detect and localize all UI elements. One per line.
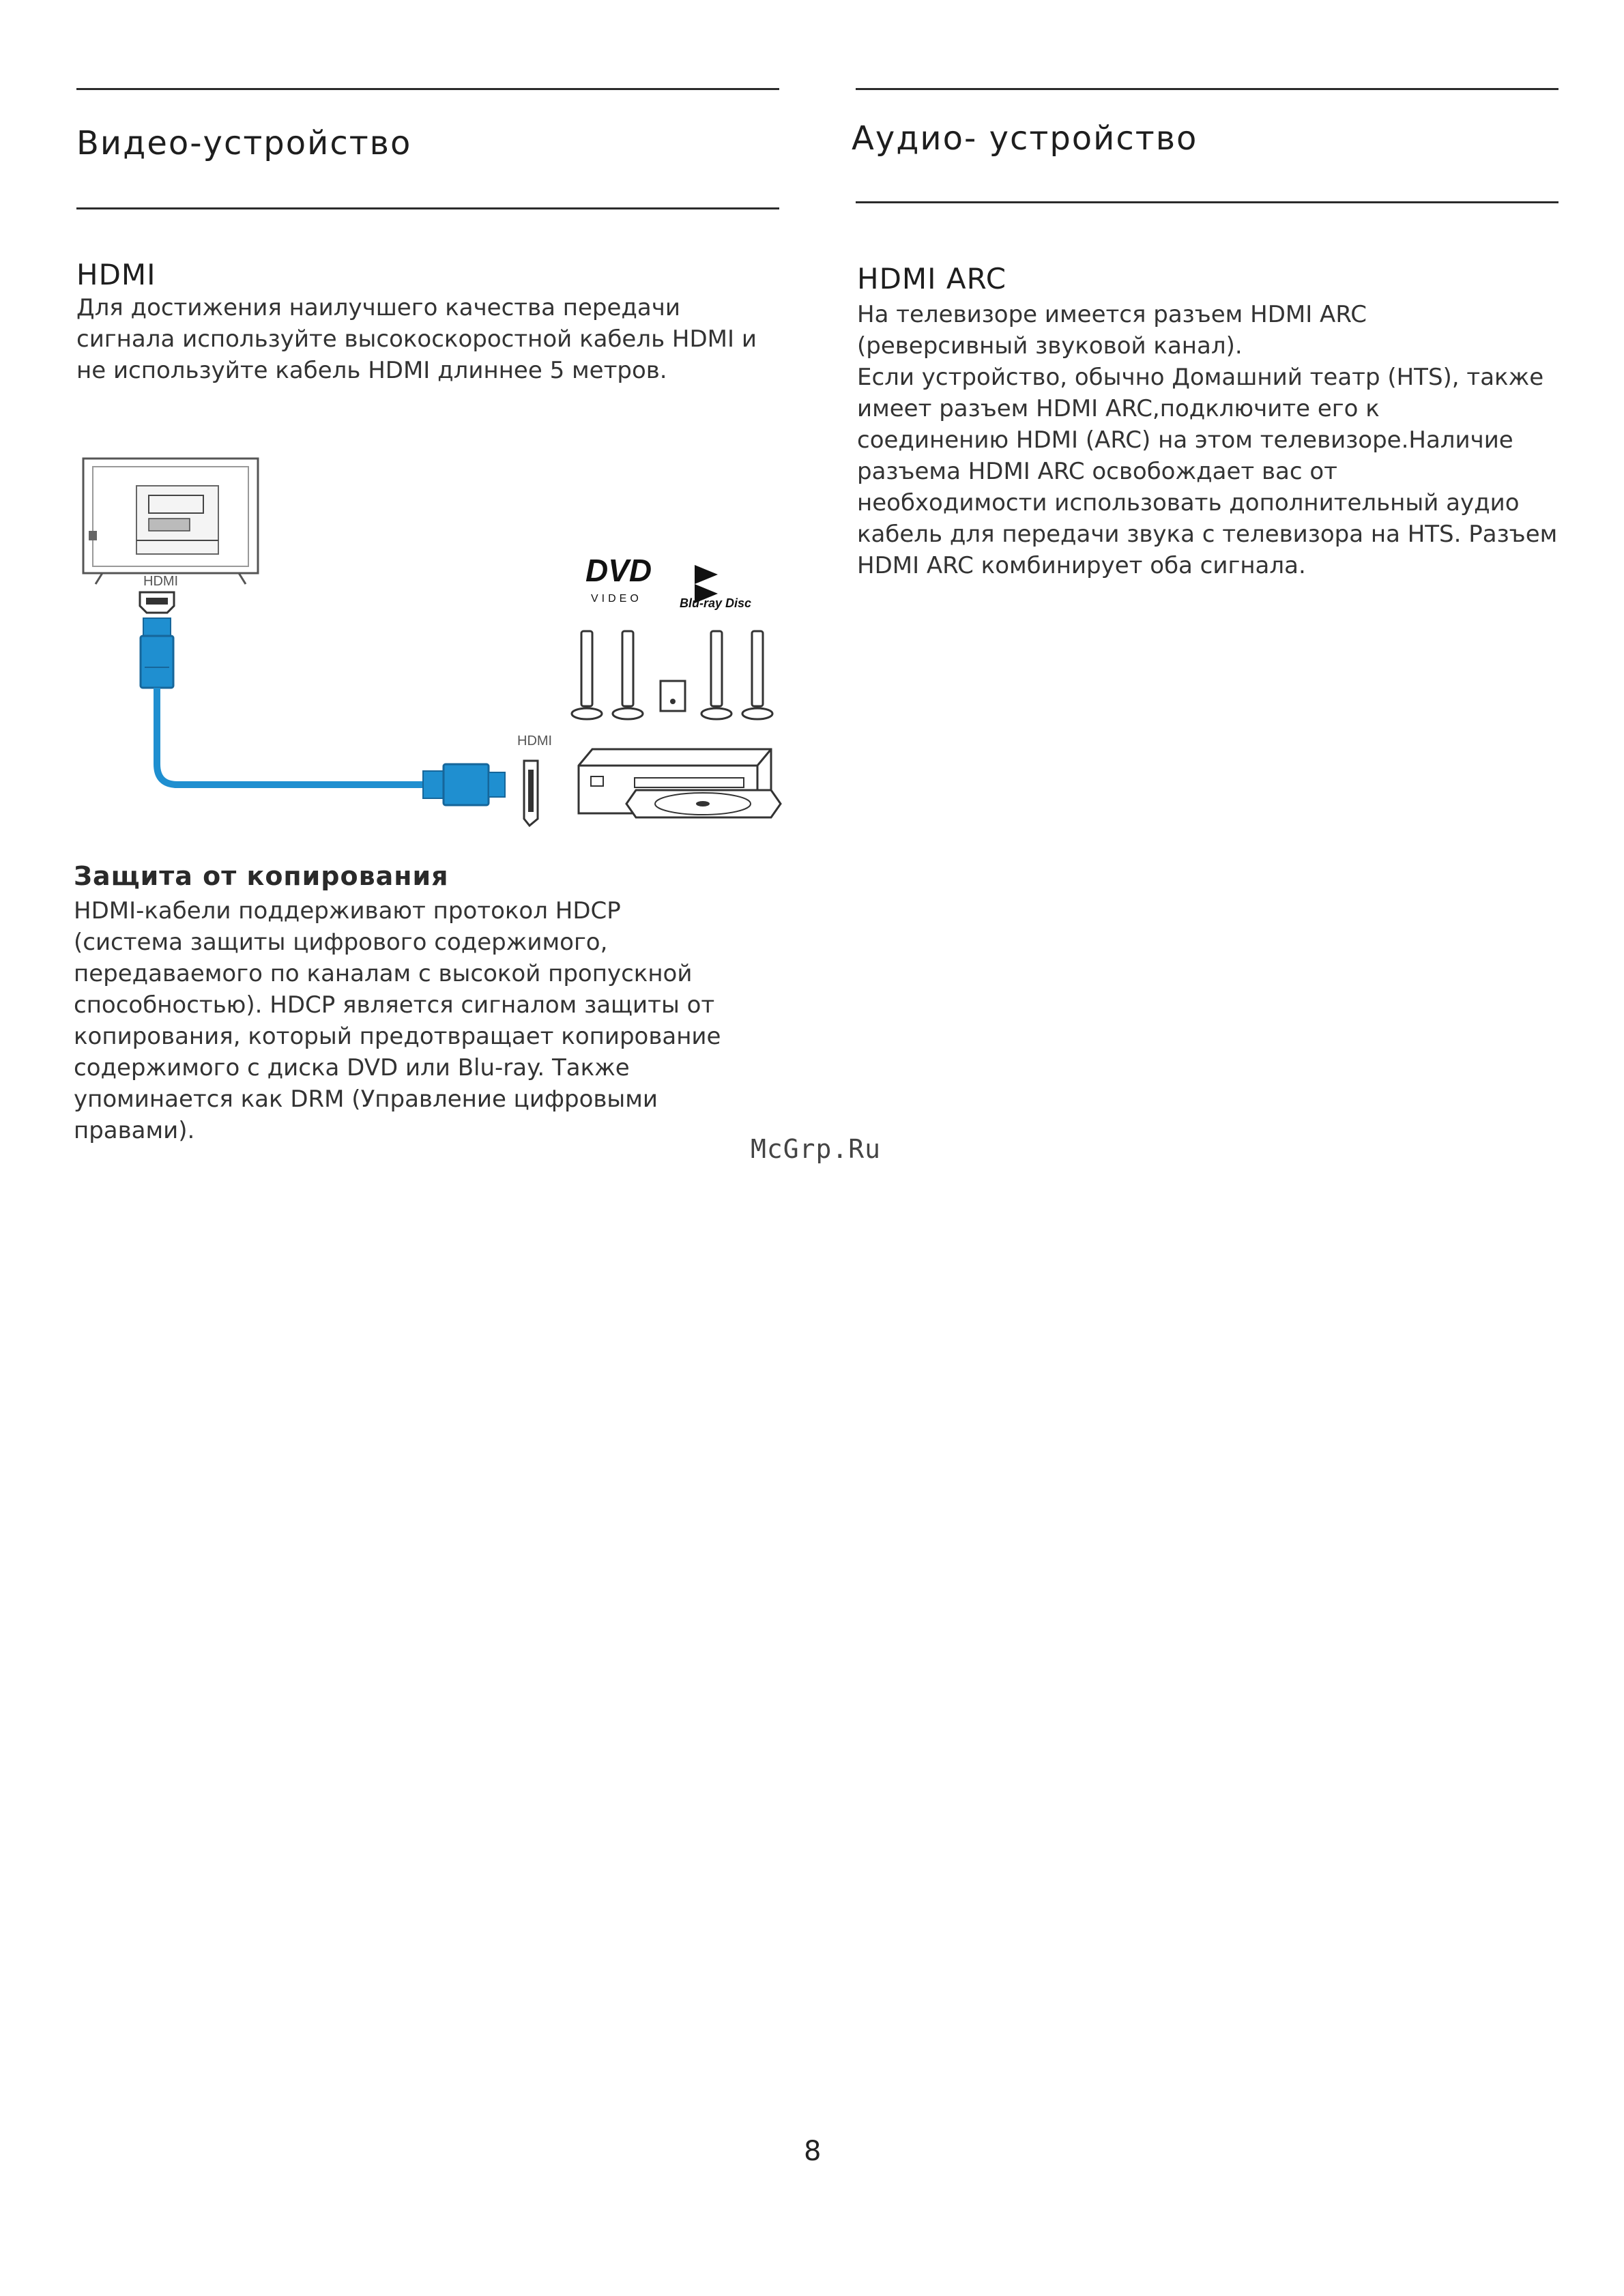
page-number: 8 — [804, 2136, 822, 2167]
copy-protection-line: правами). — [74, 1117, 195, 1144]
dvd-logo: DVD — [585, 553, 652, 588]
copy-protection-line: передаваемого по каналам с высокой пропускной — [74, 960, 693, 987]
tv-hdmi-label: HDMI — [143, 574, 179, 589]
speaker-icon — [572, 631, 602, 719]
hdmi-line: сигнала используйте высокоскоростной кабель HDMI и — [76, 325, 757, 353]
hdmi-line: не используйте кабель HDMI длиннее 5 метров. — [76, 357, 667, 384]
speaker-icon — [742, 631, 772, 719]
copy-protection-line: копирования, который предотвращает копирование — [74, 1023, 721, 1050]
tv-back-icon — [83, 459, 258, 584]
device-hdmi-label: HDMI — [517, 733, 553, 749]
hdmi-arc-line: имеет разъем HDMI ARC,подключите его к — [857, 395, 1380, 422]
speaker-icon — [613, 631, 643, 719]
hdmi-arc-paragraph — [857, 299, 1557, 581]
hdmi-connection-diagram — [68, 450, 792, 832]
hdmi-arc-heading: HDMI ARC — [857, 262, 1007, 295]
copy-protection-line: способностью). HDCP является сигналом защиты от — [74, 991, 715, 1019]
hdmi-arc-line: На телевизоре имеется разъем HDMI ARC — [857, 301, 1367, 328]
left-bottom-rule — [76, 207, 779, 209]
hdmi-arc-line: кабель для передачи звука с телевизора на HTS. Разъем — [857, 521, 1558, 548]
hdmi-arc-line: HDMI ARC комбинирует оба сигнала. — [857, 552, 1306, 579]
speaker-icon — [701, 631, 731, 719]
bluray-logo: Blu-ray Disc — [680, 596, 752, 610]
audio-device-title: Аудио- устройство — [852, 119, 1198, 158]
device-hdmi-port-icon — [524, 761, 538, 826]
copy-protection-line: HDMI-кабели поддерживают протокол HDCP — [74, 897, 621, 925]
copy-protection-line: содержимого с диска DVD или Blu-ray. Также — [74, 1054, 630, 1081]
copy-protection-paragraph — [74, 895, 721, 1146]
watermark: McGrp.Ru — [751, 1134, 882, 1164]
hdmi-heading: HDMI — [76, 258, 156, 291]
hdmi-arc-line: (реверсивный звуковой канал). — [857, 332, 1243, 360]
copy-protection-line: (система защиты цифрового содержимого, — [74, 929, 608, 956]
hdmi-paragraph — [76, 292, 757, 386]
hdmi-arc-line: необходимости использовать дополнительный аудио — [857, 489, 1520, 517]
tv-hdmi-port-icon — [140, 592, 174, 613]
hdmi-arc-line: Если устройство, обычно Домашний театр (HTS), также — [857, 364, 1544, 391]
hdmi-arc-line: разъема HDMI ARC освобождает вас от — [857, 458, 1337, 485]
hdmi-line: Для достижения наилучшего качества передачи — [76, 294, 680, 321]
disc-player-icon — [579, 749, 781, 817]
hdmi-arc-line: соединению HDMI (ARC) на этом телевизоре.Наличие — [857, 426, 1513, 454]
copy-protection-line: упоминается как DRM (Управление цифровыми — [74, 1086, 658, 1113]
copy-protection-heading: Защита от копирования — [74, 861, 449, 891]
subwoofer-icon — [661, 681, 685, 711]
left-top-rule — [76, 88, 779, 90]
video-device-title: Видео-устройство — [76, 124, 412, 162]
right-top-rule — [856, 88, 1558, 90]
dvd-video-label: VIDEO — [591, 593, 642, 605]
right-bottom-rule — [856, 201, 1558, 203]
hdmi-cable-icon — [141, 618, 505, 805]
